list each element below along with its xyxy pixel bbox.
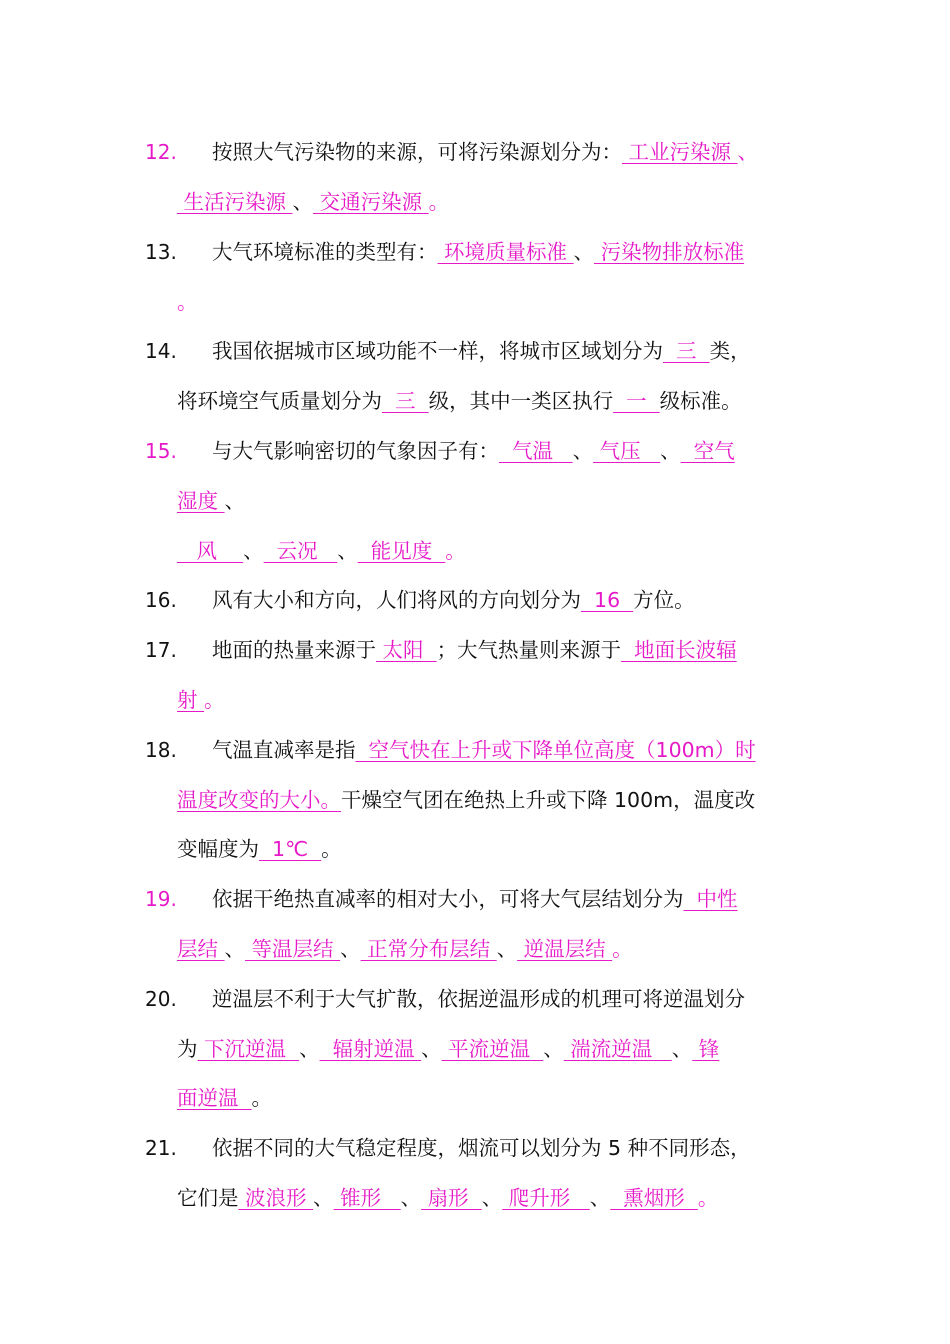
question-text: 气温直减率是指: [212, 738, 356, 762]
answer-blank: 熏烟形: [610, 1186, 698, 1210]
question-line: [177, 1083, 272, 1113]
question-number: 20.: [145, 987, 177, 1011]
punctuation: 。: [177, 290, 198, 314]
answer-blank: 辐射逆温: [319, 1037, 422, 1061]
question-text: 、: [421, 1037, 442, 1061]
question-number: 13.: [145, 240, 177, 264]
question-text: 干燥空气团在绝热上升或下降 100m，温度改: [341, 788, 756, 812]
question-number: 16.: [145, 588, 177, 612]
answer-blank: 三: [663, 339, 710, 363]
answer-blank: 平流逆温: [441, 1037, 544, 1061]
punctuation: 。: [445, 539, 466, 563]
question-text: 与大气影响密切的气象因子有：: [212, 439, 499, 463]
question-text: 按照大气污染物的来源，可将污染源划分为：: [212, 140, 622, 164]
question-text: 。: [251, 1086, 273, 1110]
answer-blank: 温度改变的大小。: [177, 788, 341, 812]
question-text: 风有大小和方向，人们将风的方向划分为: [212, 588, 581, 612]
question-text: 、: [224, 489, 246, 513]
question-text: 变幅度为: [177, 837, 259, 861]
answer-blank: 湿度: [177, 489, 225, 513]
answer-blank: 一: [613, 389, 660, 413]
answer-blank: 锋: [692, 1037, 720, 1061]
question-line: [177, 187, 449, 217]
question-number: 15.: [145, 439, 177, 463]
question-text: 将环境空气质量划分为: [177, 389, 382, 413]
question-text: 级标准。: [659, 389, 742, 413]
question-line: [212, 984, 745, 1014]
answer-blank: 气温: [499, 439, 573, 463]
question-text: 、: [224, 937, 246, 961]
question-text: 、: [292, 190, 314, 214]
answer-blank: 逆温层结: [517, 937, 613, 961]
question-text: 、: [572, 439, 594, 463]
question-number: 21.: [145, 1136, 177, 1160]
answer-blank: 16: [581, 588, 634, 612]
question-text: 、: [337, 539, 358, 563]
question-text: 、: [243, 539, 264, 563]
question-text: 、: [481, 1186, 503, 1210]
answer-blank: 地面长波辐: [621, 638, 737, 662]
answer-blank: 层结: [177, 937, 225, 961]
question-text: ；大气热量则来源于: [436, 638, 622, 662]
question-text: 为: [177, 1037, 198, 1061]
answer-blank: 正常分布层结: [360, 937, 497, 961]
question-line: [177, 536, 466, 566]
question-line: [177, 287, 198, 317]
question-text: 。: [321, 837, 342, 861]
answer-blank: 湍流逆温: [563, 1037, 672, 1061]
punctuation: 。: [697, 1186, 719, 1210]
question-text: 、: [660, 439, 681, 463]
question-line: [177, 934, 633, 964]
question-text: 、: [671, 1037, 693, 1061]
answer-blank: 等温层结: [245, 937, 341, 961]
question-number: 18.: [145, 738, 177, 762]
question-number: 19.: [145, 887, 177, 911]
question-text: 、: [400, 1186, 422, 1210]
question-line: [212, 1133, 751, 1163]
question-text: 类，: [709, 339, 751, 363]
question-text: 方位。: [633, 588, 695, 612]
question-text: 、: [340, 937, 361, 961]
punctuation: 、: [737, 140, 759, 164]
answer-blank: 环境质量标准: [437, 240, 574, 264]
answer-blank: 能见度: [357, 539, 446, 563]
question-number: 12.: [145, 140, 177, 164]
answer-blank: 太阳: [376, 638, 437, 662]
question-line: [212, 635, 737, 665]
question-text: 级，其中一类区执行: [428, 389, 614, 413]
answer-blank: 1℃: [259, 837, 322, 861]
punctuation: 。: [612, 937, 633, 961]
question-line: [177, 486, 245, 516]
question-text: 、: [496, 937, 518, 961]
question-text: 我国依据城市区域功能不一样，将城市区域划分为: [212, 339, 663, 363]
answer-blank: 云况: [263, 539, 338, 563]
punctuation: 。: [428, 190, 450, 214]
question-line: [177, 386, 742, 416]
question-line: [212, 884, 738, 914]
question-text: 、: [543, 1037, 564, 1061]
answer-blank: 下沉逆温: [197, 1037, 300, 1061]
answer-blank: 空气: [680, 439, 735, 463]
question-line: [177, 785, 755, 815]
answer-blank: 爬升形: [502, 1186, 590, 1210]
answer-blank: 面逆温: [177, 1086, 252, 1110]
question-line: [177, 834, 342, 864]
question-text: 、: [299, 1037, 320, 1061]
answer-blank: 交通污染源: [313, 190, 429, 214]
answer-blank: 扇形: [421, 1186, 482, 1210]
question-text: 依据干绝热直减率的相对大小，可将大气层结划分为: [212, 887, 684, 911]
answer-blank: 风: [177, 539, 244, 563]
question-text: 、: [589, 1186, 611, 1210]
question-text: 它们是: [177, 1186, 239, 1210]
question-line: [212, 237, 744, 267]
answer-blank: 气压: [593, 439, 661, 463]
question-number: 14.: [145, 339, 177, 363]
answer-blank: 波浪形: [238, 1186, 314, 1210]
question-line: [212, 735, 756, 765]
question-number: 17.: [145, 638, 177, 662]
answer-blank: 中性: [683, 887, 738, 911]
answer-blank: 射: [177, 688, 205, 712]
question-line: [177, 685, 225, 715]
question-text: 、: [313, 1186, 334, 1210]
question-text: 依据不同的大气稳定程度，烟流可以划分为 5 种不同形态，: [212, 1136, 751, 1160]
question-text: 、: [573, 240, 595, 264]
question-line: [177, 1183, 718, 1213]
punctuation: 。: [204, 688, 225, 712]
question-line: [177, 1034, 719, 1064]
question-text: 大气环境标准的类型有：: [212, 240, 438, 264]
question-line: [212, 336, 751, 366]
question-line: [212, 585, 695, 615]
answer-blank: 污染物排放标准: [594, 240, 745, 264]
answer-blank: 三: [382, 389, 429, 413]
question-text: 地面的热量来源于: [212, 638, 376, 662]
answer-blank: 锥形: [333, 1186, 401, 1210]
question-line: [212, 436, 735, 466]
answer-blank: 工业污染源: [622, 140, 738, 164]
question-text: 逆温层不利于大气扩散，依据逆温形成的机理可将逆温划分: [212, 987, 745, 1011]
answer-blank: 空气快在上升或下降单位高度（100m）时: [355, 738, 756, 762]
answer-blank: 生活污染源: [177, 190, 293, 214]
question-line: [212, 137, 758, 167]
